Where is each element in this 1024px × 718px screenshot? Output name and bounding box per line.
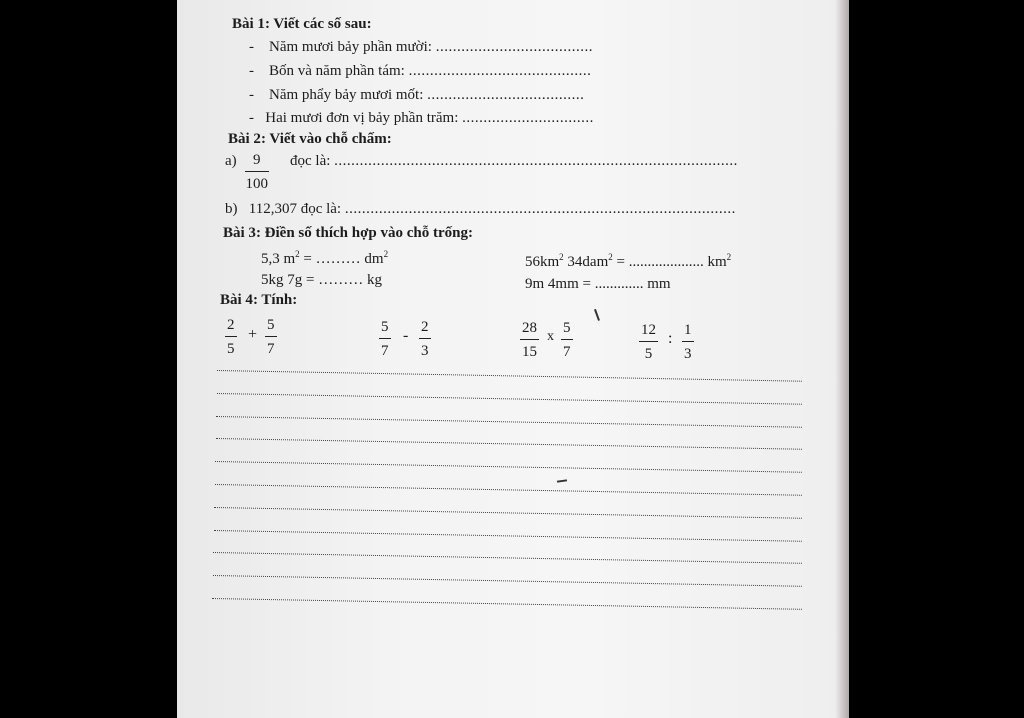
denominator: 5 (644, 346, 653, 362)
numerator: 5 (265, 318, 277, 337)
q1-exp: 2 (295, 249, 300, 259)
answer-dots: ............................... (462, 110, 594, 126)
bai3-heading (223, 225, 473, 242)
answer-rule (212, 598, 802, 610)
bai2-a-fraction (245, 153, 269, 192)
q3-exp2: 2 (608, 252, 613, 262)
numerator: 2 (225, 318, 237, 337)
numerator: 2 (419, 320, 431, 339)
item-text: Bốn và năm phần tám: (269, 63, 409, 79)
bai3-q4: 9m 4mm = ............. mm (525, 276, 671, 292)
expr3-frac2 (561, 321, 573, 360)
bai2-a-line (290, 153, 738, 170)
bai2-title: Bài 2 (228, 131, 261, 147)
bai2-b-label: b) (225, 201, 238, 217)
answer-rule (217, 370, 802, 382)
bullet: - (249, 39, 254, 55)
expr1-frac1 (225, 318, 237, 357)
numerator: 1 (682, 323, 694, 342)
q3-exp: 2 (559, 252, 564, 262)
q3-a: 56km (525, 254, 560, 270)
q1-left: 5,3 m (261, 251, 296, 267)
denominator: 7 (381, 343, 389, 359)
q3-c: = .................... km (612, 254, 727, 270)
bullet: - (249, 110, 254, 126)
answer-rule (213, 552, 802, 564)
bai1-heading (232, 16, 372, 33)
answer-rule (214, 507, 802, 519)
read-as-label: đọc là: (290, 153, 335, 169)
answer-rule (216, 438, 802, 450)
bai3-q2: 5kg 7g = ……… kg (261, 272, 382, 288)
answer-dots: ............................................................................................... (334, 153, 738, 169)
bai2-b-line (225, 201, 736, 218)
numerator: 5 (561, 321, 573, 340)
denominator: 3 (421, 343, 429, 359)
denominator: 7 (267, 341, 275, 357)
bai4-title: Bài 4 (220, 292, 253, 308)
bai1-item-4 (249, 110, 594, 127)
answer-dots: ........................................... (408, 63, 592, 79)
expr4-frac2 (682, 323, 694, 362)
bai3-title: Bài 3 (223, 225, 256, 241)
bai1-item-1 (249, 39, 593, 56)
pen-mark (557, 479, 567, 482)
answer-rule (215, 484, 802, 496)
numerator: 5 (379, 320, 391, 339)
expr4-frac1 (639, 323, 658, 362)
bullet: - (249, 87, 254, 103)
numerator: 28 (520, 321, 539, 340)
answer-dots: ............................................................................................ (344, 201, 736, 217)
item-text: Năm phẩy bảy mươi mốt: (269, 87, 428, 103)
q3-b: 34dam (563, 254, 609, 270)
answer-rule (214, 530, 802, 542)
denominator: 100 (245, 176, 268, 192)
bai1-item-2 (249, 63, 591, 80)
bai1-instruction: : Viết các số sau: (264, 16, 372, 32)
expr3-operator: x (547, 329, 554, 344)
expr2-operator: - (403, 327, 409, 344)
expr1-frac2 (265, 318, 277, 357)
answer-rule (217, 393, 802, 405)
expr1-operator: + (248, 326, 258, 343)
q1-mid: = ……… dm (299, 251, 384, 267)
item-text: Năm mươi bảy phần mười: (269, 39, 436, 55)
denominator: 3 (684, 346, 692, 362)
page-edge-shadow (835, 0, 849, 718)
denominator: 5 (227, 341, 235, 357)
denominator: 7 (563, 344, 571, 360)
read-as-label: 112,307 đọc là: (248, 201, 345, 217)
bai4-instruction: : Tính: (252, 292, 298, 308)
answer-rule (213, 575, 802, 587)
answer-rule (215, 461, 802, 473)
answer-dots: ..................................... (435, 39, 593, 55)
bai2-instruction: : Viết vào chỗ chấm: (260, 131, 392, 147)
numerator: 12 (639, 323, 658, 342)
expr4-operator: : (668, 330, 673, 347)
pen-mark (594, 309, 600, 321)
expr2-frac1 (379, 320, 391, 359)
bai3-q1 (261, 249, 388, 268)
bai1-item-3 (249, 87, 584, 104)
q3-exp3: 2 (726, 252, 732, 262)
expr2-frac2 (419, 320, 431, 359)
worksheet-page (177, 0, 849, 718)
answer-dots: ..................................... (427, 87, 585, 103)
bai4-heading (220, 292, 297, 309)
bai3-instruction: : Điền số thích hợp vào chỗ trống: (255, 225, 474, 241)
bai1-title: Bài 1 (232, 16, 265, 32)
bai3-q3 (525, 252, 731, 271)
item-text: Hai mươi đơn vị bảy phần trăm: (265, 110, 463, 126)
q1-exp2: 2 (383, 249, 389, 259)
bai2-a-label: a) (225, 153, 237, 169)
bullet: - (249, 63, 254, 79)
bai2-heading (228, 131, 392, 148)
numerator: 9 (245, 153, 269, 172)
denominator: 15 (522, 344, 537, 360)
expr3-frac1 (520, 321, 539, 360)
answer-rule (216, 416, 802, 428)
